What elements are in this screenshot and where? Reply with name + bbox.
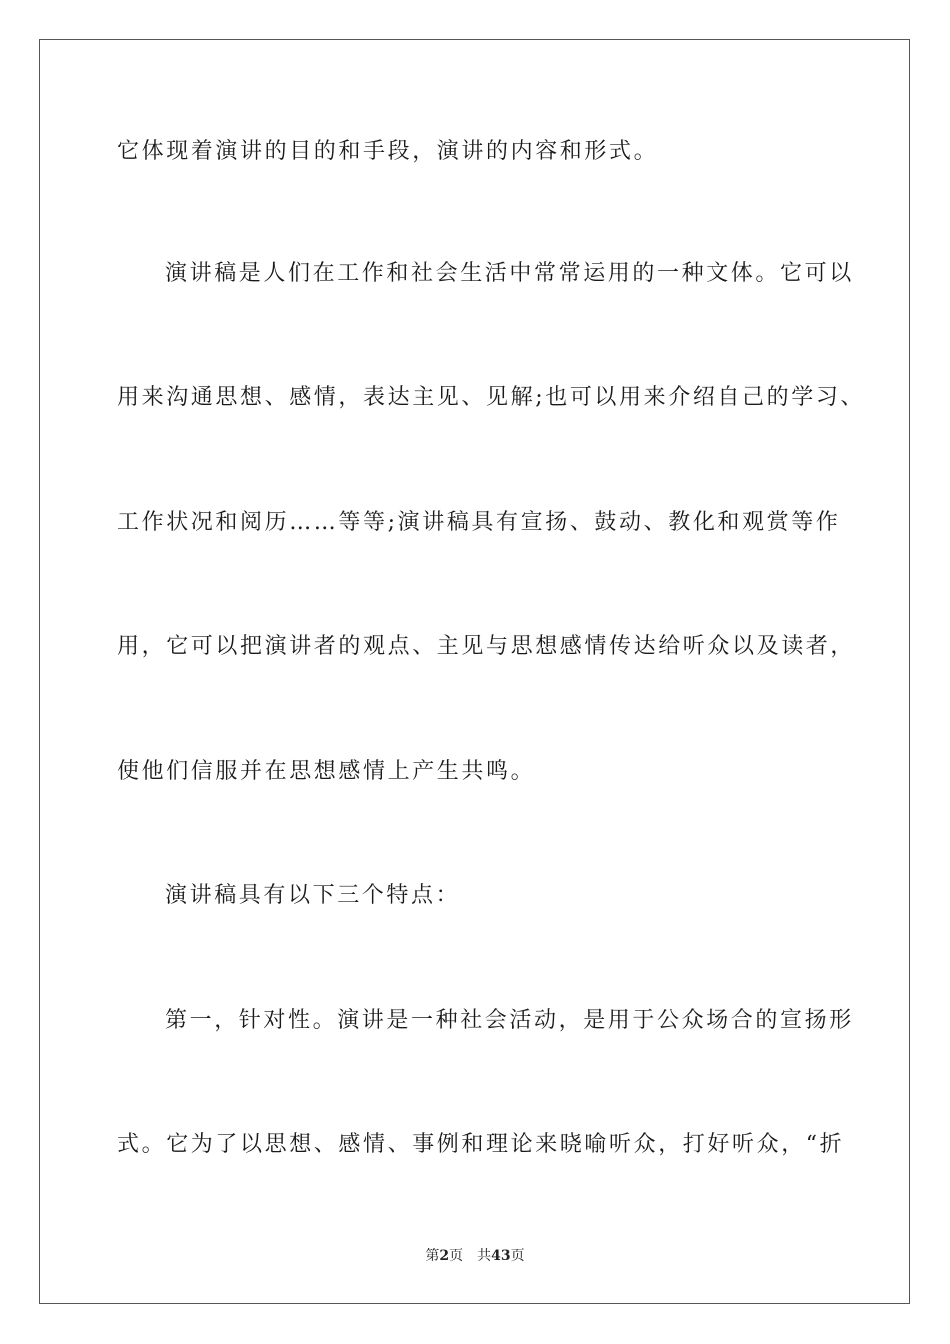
total-prefix: 共	[477, 1248, 492, 1264]
paragraph-first-line: 演讲稿是人们在工作和社会生活中常常运用的一种文体。它可以	[165, 261, 854, 286]
total-suffix: 页	[510, 1248, 525, 1264]
text-line: 使他们信服并在思想感情上产生共鸣。	[117, 759, 536, 784]
text-line: 式。它为了以思想、感情、事例和理论来晓喻听众，打好听众，“折	[117, 1132, 845, 1157]
page-border	[39, 39, 910, 1304]
total-pages-number: 43	[491, 1248, 511, 1264]
page-prefix: 第	[425, 1248, 440, 1264]
page-suffix: 页	[449, 1248, 464, 1264]
current-page-number: 2	[439, 1248, 450, 1264]
text-line: 用，它可以把演讲者的观点、主见与思想感情传达给听众以及读者，	[117, 634, 856, 659]
text-line: 它体现着演讲的目的和手段，演讲的内容和形式。	[117, 139, 659, 164]
text-line: 用来沟通思想、感情，表达主见、见解;也可以用来介绍自己的学习、	[117, 385, 866, 410]
page-footer	[0, 1247, 950, 1265]
paragraph-first-line: 第一，针对性。演讲是一种社会活动，是用于公众场合的宣扬形	[165, 1008, 854, 1033]
paragraph-first-line: 演讲稿具有以下三个特点：	[165, 883, 461, 908]
text-line: 工作状况和阅历……等等;演讲稿具有宣扬、鼓动、教化和观赏等作	[117, 510, 841, 535]
